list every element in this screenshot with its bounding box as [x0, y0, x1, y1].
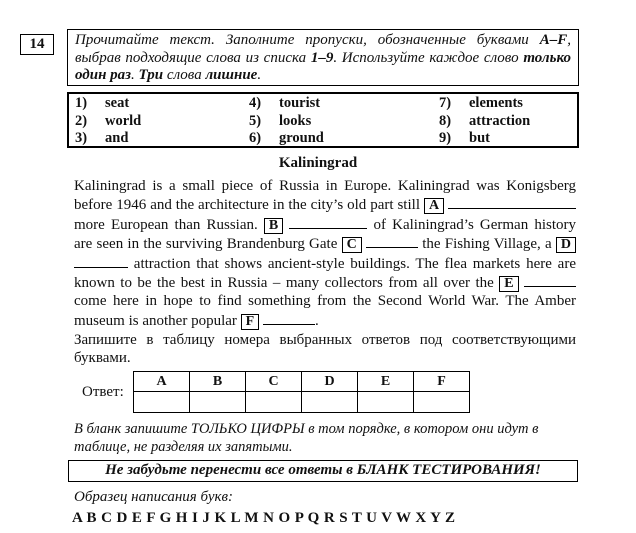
option-item: 2) world — [75, 112, 142, 129]
options-row — [75, 95, 571, 113]
gap-marker-f: F — [241, 314, 260, 330]
answer-header-c: C — [246, 372, 302, 392]
option-item: 5) looks — [249, 112, 312, 129]
gap-marker-c: C — [342, 237, 362, 253]
options-row — [75, 130, 571, 148]
answer-header-a: A — [134, 372, 190, 392]
answer-cell-d[interactable] — [302, 392, 358, 413]
letter-sample-label: Образец написания букв: — [74, 489, 234, 505]
answer-header-d: D — [302, 372, 358, 392]
text-title: Kaliningrad — [278, 155, 358, 171]
gap-marker-e: E — [499, 276, 518, 292]
answer-blank — [524, 273, 576, 287]
answer-label: Ответ: — [82, 384, 124, 400]
task-instructions: Прочитайте текст. Заполните пропуски, обозначенные буквами A–F, выбрав подходящие слова из списка 1–9. Используйте каждое слово только один раз. Три слова лишние. — [67, 29, 579, 86]
answer-table-value-row — [134, 392, 470, 413]
option-item: 7) elements — [439, 95, 523, 111]
answer-blank — [263, 311, 315, 325]
options-row — [75, 113, 571, 131]
answer-blank — [366, 234, 418, 248]
gap-marker-a: A — [424, 198, 444, 214]
answer-table-header-row — [134, 372, 470, 392]
option-item: 9) but — [439, 130, 490, 146]
transfer-reminder: Не забудьте перенести все ответы в БЛАНК ТЕСТИРОВАНИЯ! — [68, 460, 578, 482]
letter-sample-alphabet: A B C D E F G H I J K L M N O P Q R S T U V W X Y Z — [72, 510, 456, 526]
answer-header-f: F — [414, 372, 470, 392]
gap-marker-b: B — [264, 218, 283, 234]
task-number: 14 — [20, 34, 54, 55]
answer-blank — [289, 215, 367, 229]
answer-cell-e[interactable] — [358, 392, 414, 413]
answer-blank — [448, 195, 576, 209]
answer-cell-f[interactable] — [414, 392, 470, 413]
option-item: 3) and — [75, 130, 129, 146]
answer-cell-c[interactable] — [246, 392, 302, 413]
answer-header-e: E — [358, 372, 414, 392]
option-item: 1) seat — [75, 95, 130, 111]
option-item: 8) attraction — [439, 112, 531, 129]
reading-passage: Kaliningrad is a small piece of Russia in Europe. Kaliningrad was Konigsberg before 1946 and the architecture in the city’s old part still A more European than Russian. B of Kaliningrad’s German history are seen in the surviving Brandenburg Gate C the Fishing Village, a D attraction that shows ancient-style buildings. The flea markets here are known to be the best in Russia – many collectors from all over the E come here in hope to find something from the Second World War. The Amber museum is another popular F . — [74, 178, 577, 329]
answer-instruction: Запишите в таблицу номера выбранных ответов под соответствующими буквами. — [74, 332, 576, 366]
answer-blank — [74, 254, 128, 268]
option-item: 6) ground — [249, 130, 324, 146]
blank-form-instruction: В бланк запишите ТОЛЬКО ЦИФРЫ в том порядке, в котором они идут в таблице, не разделяя их запятыми. — [74, 421, 539, 455]
answer-cell-a[interactable] — [134, 392, 190, 413]
word-options-box — [67, 92, 579, 148]
answer-table — [133, 371, 470, 413]
answer-header-b: B — [190, 372, 246, 392]
option-item: 4) tourist — [249, 95, 321, 111]
answer-cell-b[interactable] — [190, 392, 246, 413]
gap-marker-d: D — [556, 237, 576, 253]
